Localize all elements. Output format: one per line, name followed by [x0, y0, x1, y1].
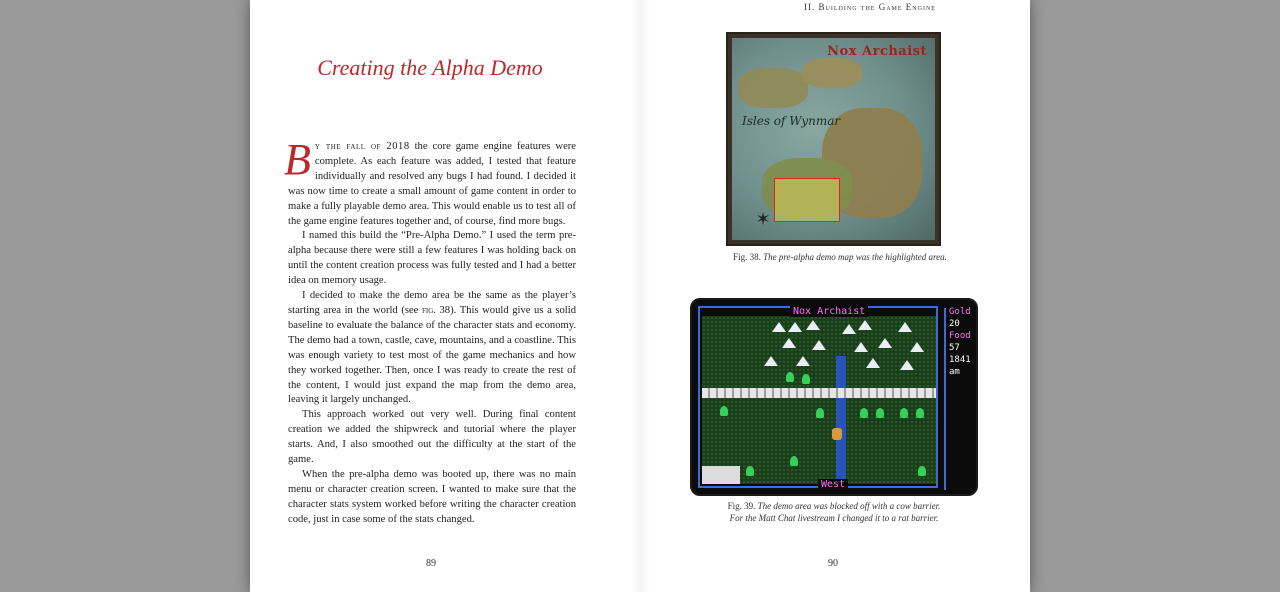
food-label: Food — [949, 331, 971, 341]
drop-cap: B — [284, 135, 311, 184]
paragraph-3 — [288, 289, 576, 408]
tree-icon — [916, 408, 924, 418]
fig-38-text: The pre-alpha demo map was the highlighted area. — [763, 252, 947, 262]
mountain-icon — [854, 342, 868, 352]
fig-39-label: Fig. 39. — [727, 501, 756, 511]
paragraph-4: This approach worked out very well. During final content creation we added the shipwreck and tutorial where the player starts. And, I also smoothed out the difficulty at the start of the game. — [288, 409, 576, 466]
time-suffix: am — [949, 367, 960, 377]
cow-barrier — [702, 388, 936, 398]
food-value: 57 — [949, 343, 960, 353]
fig-39-caption-line-2 — [684, 512, 984, 524]
paragraph-1 — [284, 135, 576, 229]
game-view-frame — [698, 306, 938, 488]
running-head: II. Building the Game Engine — [804, 2, 936, 12]
tree-icon — [900, 408, 908, 418]
tree-icon — [746, 466, 754, 476]
book-spread — [250, 0, 1030, 592]
tree-icon — [790, 456, 798, 466]
gold-label: Gold — [949, 307, 971, 317]
mountain-icon — [842, 324, 856, 334]
river — [836, 356, 846, 484]
mountain-icon — [900, 360, 914, 370]
map-title: Nox Archaist — [827, 44, 927, 59]
fig-38-caption — [690, 252, 990, 262]
chapter-title: Creating the Alpha Demo — [317, 55, 543, 80]
game-map — [702, 316, 936, 484]
fig-39-game-screenshot — [690, 298, 978, 496]
paragraph-1-text: the core game engine features were complete. As each feature was added, I tested that feature individually and resolved any bugs I had found. I decided it was now time to create a small amount of game content in order to make a fully playable demo area. This would enable us to test all of the game engine features together and, of course, find more bugs. — [288, 141, 576, 227]
mountain-icon — [772, 322, 786, 332]
figure-reference: fig. 38 — [421, 304, 451, 316]
game-stats-panel — [944, 308, 978, 490]
player-character-icon — [832, 428, 842, 440]
tree-icon — [816, 408, 824, 418]
left-page — [250, 0, 640, 592]
lead-in: y the fall of 2018 — [314, 141, 410, 152]
mountain-icon — [858, 320, 872, 330]
time-value: 1841 — [949, 355, 971, 365]
mountain-icon — [788, 322, 802, 332]
mountain-icon — [806, 320, 820, 330]
mountain-icon — [866, 358, 880, 368]
paragraph-3-b: ). This would give us a solid baseline to evaluate the balance of the character stats and economy. The demo had a town, castle, cave, mountains, and a coastline. This was enough variety to test most of the game mechanics and how they worked together. Then, once I was ready to create the rest of the content, I would just expand the map from the demo area, leaving it largely unchanged. — [288, 304, 576, 406]
fig-38-map-image — [726, 32, 941, 246]
mountain-icon — [764, 356, 778, 366]
fig-39-text-1: The demo area was blocked off with a cow barrier. — [757, 501, 941, 511]
mountain-icon — [812, 340, 826, 350]
tree-icon — [802, 374, 810, 384]
map-landmass — [802, 58, 862, 88]
game-direction: West — [818, 479, 848, 490]
tree-icon — [720, 406, 728, 416]
mountain-icon — [878, 338, 892, 348]
compass-rose-icon: ✶ — [755, 209, 771, 229]
gold-value: 20 — [949, 319, 960, 329]
map-sea — [732, 38, 935, 240]
paragraph-3-a: I decided to make the demo area be the same as the player’s starting area in the world (see — [288, 290, 576, 316]
fig-38-label: Fig. 38. — [733, 252, 761, 262]
map-landmass — [738, 68, 808, 108]
mountain-icon — [910, 342, 924, 352]
game-title: Nox Archaist — [790, 306, 868, 317]
left-page-number: 89 — [426, 558, 436, 569]
fig-39-caption — [684, 500, 984, 524]
fig-39-text-2: For the Matt Chat livestream I changed it to a rat barrier. — [729, 513, 939, 523]
right-page-number: 90 — [828, 558, 838, 569]
mountain-icon — [782, 338, 796, 348]
tree-icon — [918, 466, 926, 476]
paragraph-5: When the pre-alpha demo was booted up, there was no main menu or character creation screen. I wanted to make sure that the character stats system worked before writing the character creation code, just in case some of the stats changed. — [288, 468, 576, 525]
tree-icon — [876, 408, 884, 418]
fig-39-caption-line-1 — [684, 500, 984, 512]
mountain-icon — [898, 322, 912, 332]
demo-area-highlight — [774, 178, 840, 222]
map-region-label: Isles of Wynmar — [742, 114, 841, 128]
mountain-icon — [796, 356, 810, 366]
left-body-text — [284, 135, 576, 528]
paragraph-2: I named this build the “Pre-Alpha Demo.” I used the term pre-alpha because there were still a few features I was holding back on until the content creation process was fully tested and I had a better idea on memory usage. — [288, 230, 576, 287]
tree-icon — [786, 372, 794, 382]
tree-icon — [860, 408, 868, 418]
coastline — [702, 466, 740, 484]
